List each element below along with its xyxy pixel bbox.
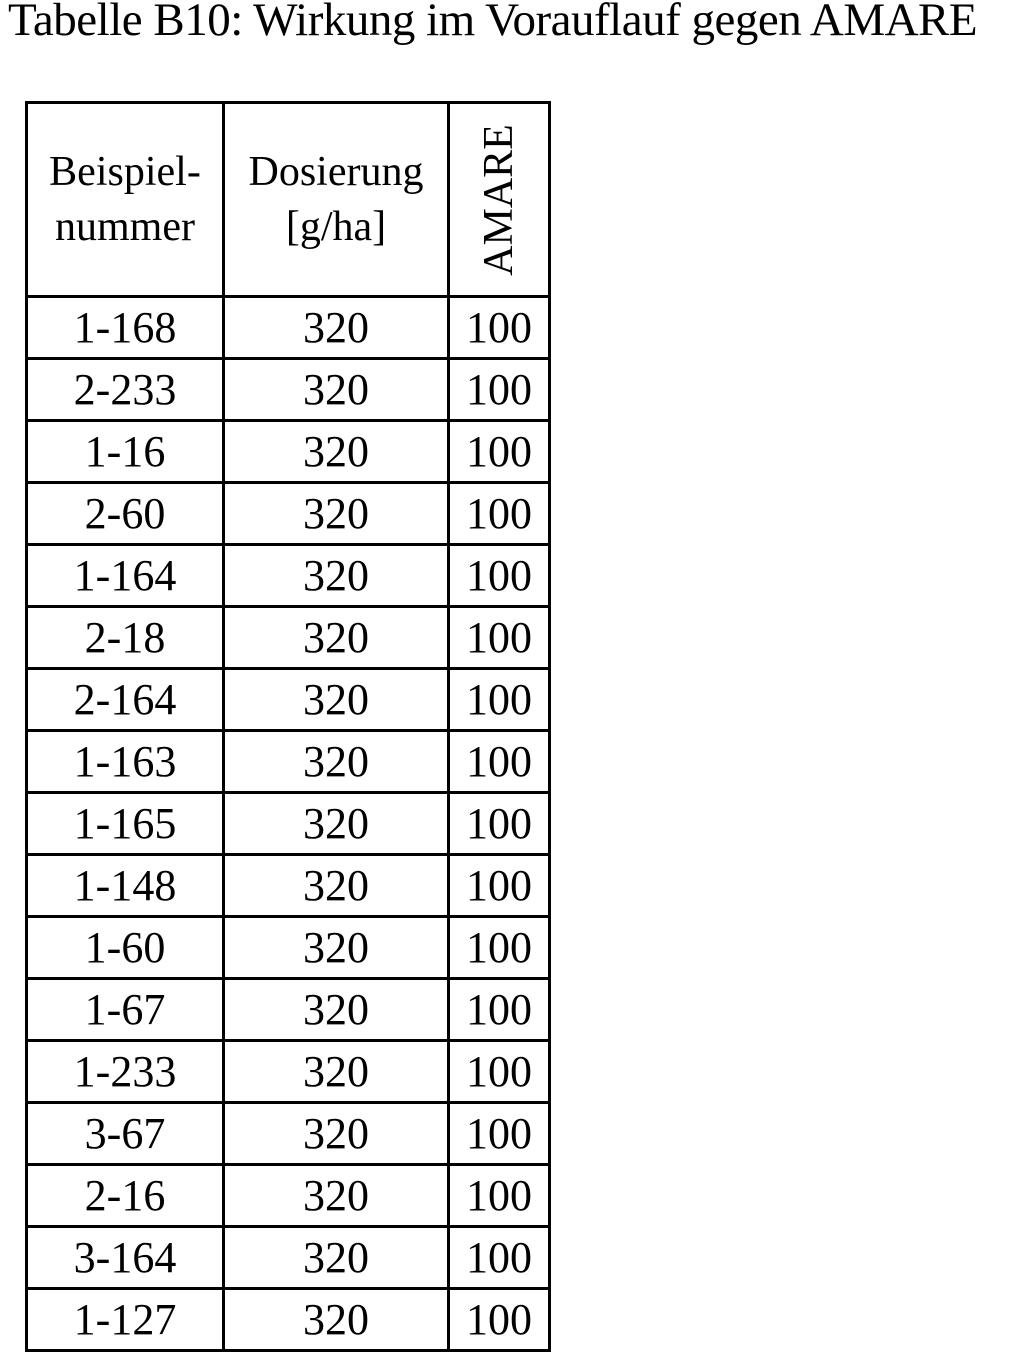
cell-example-number: 1-16: [27, 421, 224, 483]
cell-dosage: 320: [224, 545, 449, 607]
cell-dosage: 320: [224, 1165, 449, 1227]
cell-example-number: 1-233: [27, 1041, 224, 1103]
cell-amare: 100: [449, 793, 550, 855]
cell-amare: 100: [449, 1103, 550, 1165]
table-row: [27, 297, 550, 359]
cell-example-number: 1-60: [27, 917, 224, 979]
table-row: [27, 855, 550, 917]
cell-example-number: 2-16: [27, 1165, 224, 1227]
cell-dosage: 320: [224, 607, 449, 669]
cell-amare: 100: [449, 359, 550, 421]
cell-dosage: 320: [224, 731, 449, 793]
table-row: [27, 421, 550, 483]
table-row: [27, 1227, 550, 1289]
cell-example-number: 1-164: [27, 545, 224, 607]
cell-dosage: 320: [224, 1103, 449, 1165]
cell-dosage: 320: [224, 483, 449, 545]
cell-dosage: 320: [224, 1289, 449, 1351]
cell-example-number: 1-163: [27, 731, 224, 793]
cell-amare: 100: [449, 917, 550, 979]
table-row: [27, 1103, 550, 1165]
cell-amare: 100: [449, 855, 550, 917]
table-row: [27, 979, 550, 1041]
cell-amare: 100: [449, 545, 550, 607]
cell-dosage: 320: [224, 421, 449, 483]
page-title: Tabelle B10: Wirkung im Vorauflauf gegen AMARE: [8, 0, 978, 46]
cell-dosage: 320: [224, 793, 449, 855]
cell-amare: 100: [449, 1041, 550, 1103]
table-row: [27, 793, 550, 855]
table-header: [27, 103, 550, 297]
cell-example-number: 3-164: [27, 1227, 224, 1289]
header-cell-amare: [449, 103, 550, 297]
cell-example-number: 2-164: [27, 669, 224, 731]
cell-example-number: 2-60: [27, 483, 224, 545]
cell-dosage: 320: [224, 297, 449, 359]
cell-amare: 100: [449, 1227, 550, 1289]
header-row: [27, 103, 550, 297]
table-row: [27, 1041, 550, 1103]
cell-dosage: 320: [224, 979, 449, 1041]
table-row: [27, 359, 550, 421]
header-cell-example-number: [27, 103, 224, 297]
table-row: [27, 917, 550, 979]
cell-example-number: 2-18: [27, 607, 224, 669]
cell-amare: 100: [449, 297, 550, 359]
results-table: [25, 101, 551, 1352]
table-row: [27, 1289, 550, 1351]
header-cell-dosage: [224, 103, 449, 297]
table-row: [27, 1165, 550, 1227]
cell-amare: 100: [449, 421, 550, 483]
table-body: [27, 297, 550, 1351]
cell-dosage: 320: [224, 917, 449, 979]
cell-example-number: 1-148: [27, 855, 224, 917]
table-row: [27, 607, 550, 669]
header-label-example-number: Beispiel- nummer: [49, 148, 201, 250]
header-label-dosage: Dosierung [g/ha]: [248, 148, 424, 250]
cell-dosage: 320: [224, 669, 449, 731]
header-label-amare: AMARE: [476, 123, 522, 276]
table-row: [27, 545, 550, 607]
cell-example-number: 1-168: [27, 297, 224, 359]
cell-dosage: 320: [224, 1041, 449, 1103]
table-row: [27, 669, 550, 731]
cell-amare: 100: [449, 1289, 550, 1351]
cell-amare: 100: [449, 607, 550, 669]
cell-amare: 100: [449, 669, 550, 731]
cell-amare: 100: [449, 731, 550, 793]
cell-example-number: 1-165: [27, 793, 224, 855]
table-row: [27, 731, 550, 793]
cell-example-number: 2-233: [27, 359, 224, 421]
cell-amare: 100: [449, 1165, 550, 1227]
cell-amare: 100: [449, 483, 550, 545]
cell-example-number: 3-67: [27, 1103, 224, 1165]
cell-dosage: 320: [224, 1227, 449, 1289]
cell-dosage: 320: [224, 359, 449, 421]
table-row: [27, 483, 550, 545]
cell-dosage: 320: [224, 855, 449, 917]
cell-amare: 100: [449, 979, 550, 1041]
cell-example-number: 1-67: [27, 979, 224, 1041]
cell-example-number: 1-127: [27, 1289, 224, 1351]
